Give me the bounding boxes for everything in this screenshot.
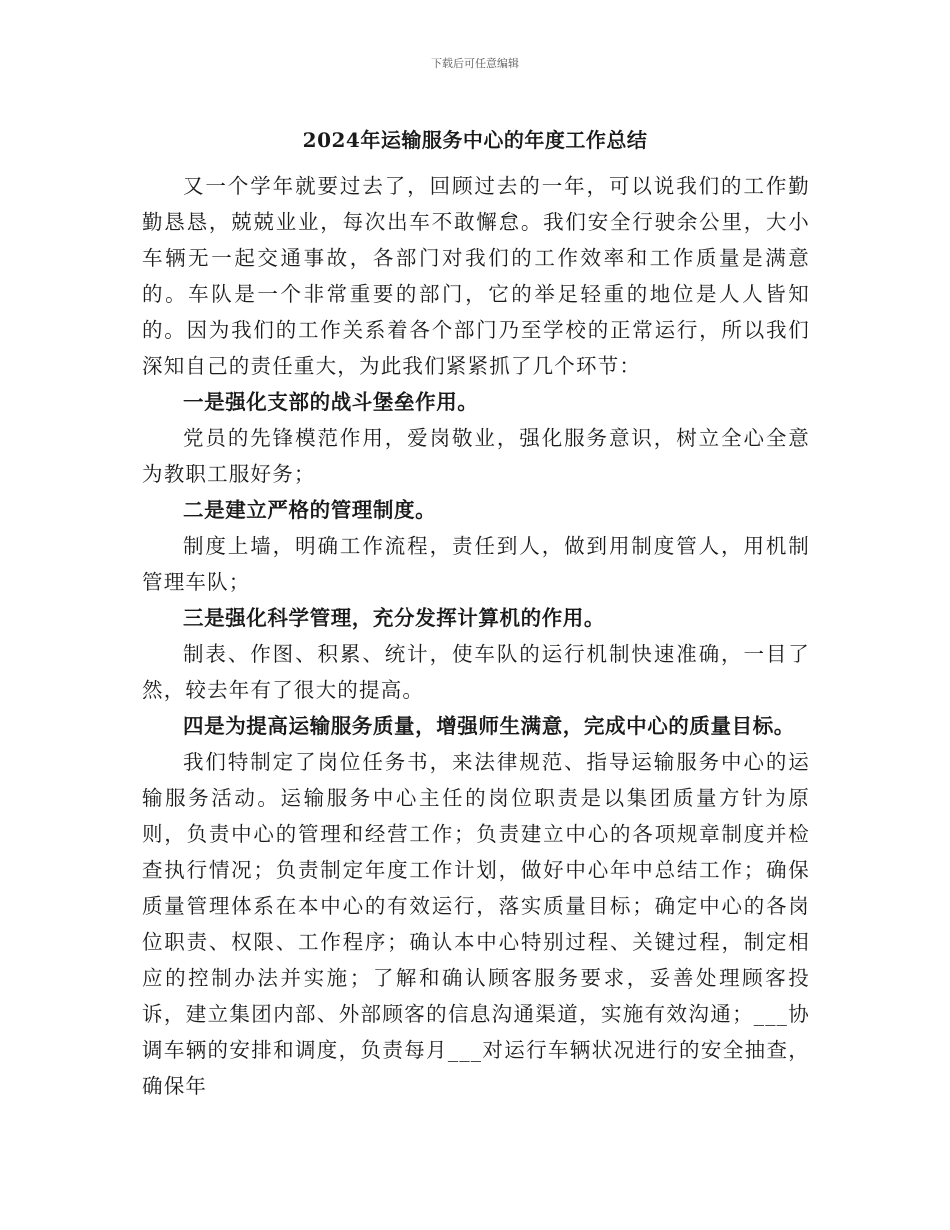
- section-heading-4: 四是为提高运输服务质量，增强师生满意，完成中心的质量目标。: [183, 714, 795, 738]
- paragraph-section-3: 制表、作图、积累、统计，使车队的运行机制快速准确，一目了然，较去年有了很大的提高。: [142, 642, 810, 702]
- paragraph-intro: 又一个学年就要过去了，回顾过去的一年，可以说我们的工作勤勤恳恳，兢兢业业，每次出车不敢懈怠。我们安全行驶余公里，大小车辆无一起交通事故，各部门对我们的工作效率和工作质量是满意的。车队是一个非常重要的部门，它的举足轻重的地位是人人皆知的。因为我们的工作关系着各个部门乃至学校的正常运行，所以我们深知自己的责任重大，为此我们紧紧抓了几个环节：: [142, 174, 810, 378]
- section-heading-2: 二是建立严格的管理制度。: [183, 498, 437, 522]
- section-heading-3: 三是强化科学管理，充分发挥计算机的作用。: [183, 606, 605, 630]
- document-title: 2024年运输服务中心的年度工作总结: [302, 128, 648, 152]
- paragraph-section-4: 我们特制定了岗位任务书，来法律规范、指导运输服务中心的运输服务活动。运输服务中心主任的岗位职责是以集团质量方针为原则，负责中心的管理和经营工作；负责建立中心的各项规章制度并检查执行情况；负责制定年度工作计划，做好中心年中总结工作；确保质量管理体系在本中心的有效运行，落实质量目标；确定中心的各岗位职责、权限、工作程序；确认本中心特别过程、关键过程，制定相应的控制办法并实施；了解和确认顾客服务要求，妥善处理顾客投诉，建立集团内部、外部顾客的信息沟通渠道，实施有效沟通；___协调车辆的安排和调度，负责每月___对运行车辆状况进行的安全抽查，确保年: [142, 750, 810, 1098]
- section-heading-1: 一是强化支部的战斗堡垒作用。: [183, 390, 479, 414]
- header-note: 下载后可任意编辑: [431, 57, 519, 70]
- paragraph-section-1: 党员的先锋模范作用，爱岗敬业，强化服务意识，树立全心全意为教职工服好务；: [142, 426, 810, 486]
- paragraph-section-2: 制度上墙，明确工作流程，责任到人，做到用制度管人，用机制管理车队；: [142, 534, 810, 594]
- document-body: [142, 168, 810, 1104]
